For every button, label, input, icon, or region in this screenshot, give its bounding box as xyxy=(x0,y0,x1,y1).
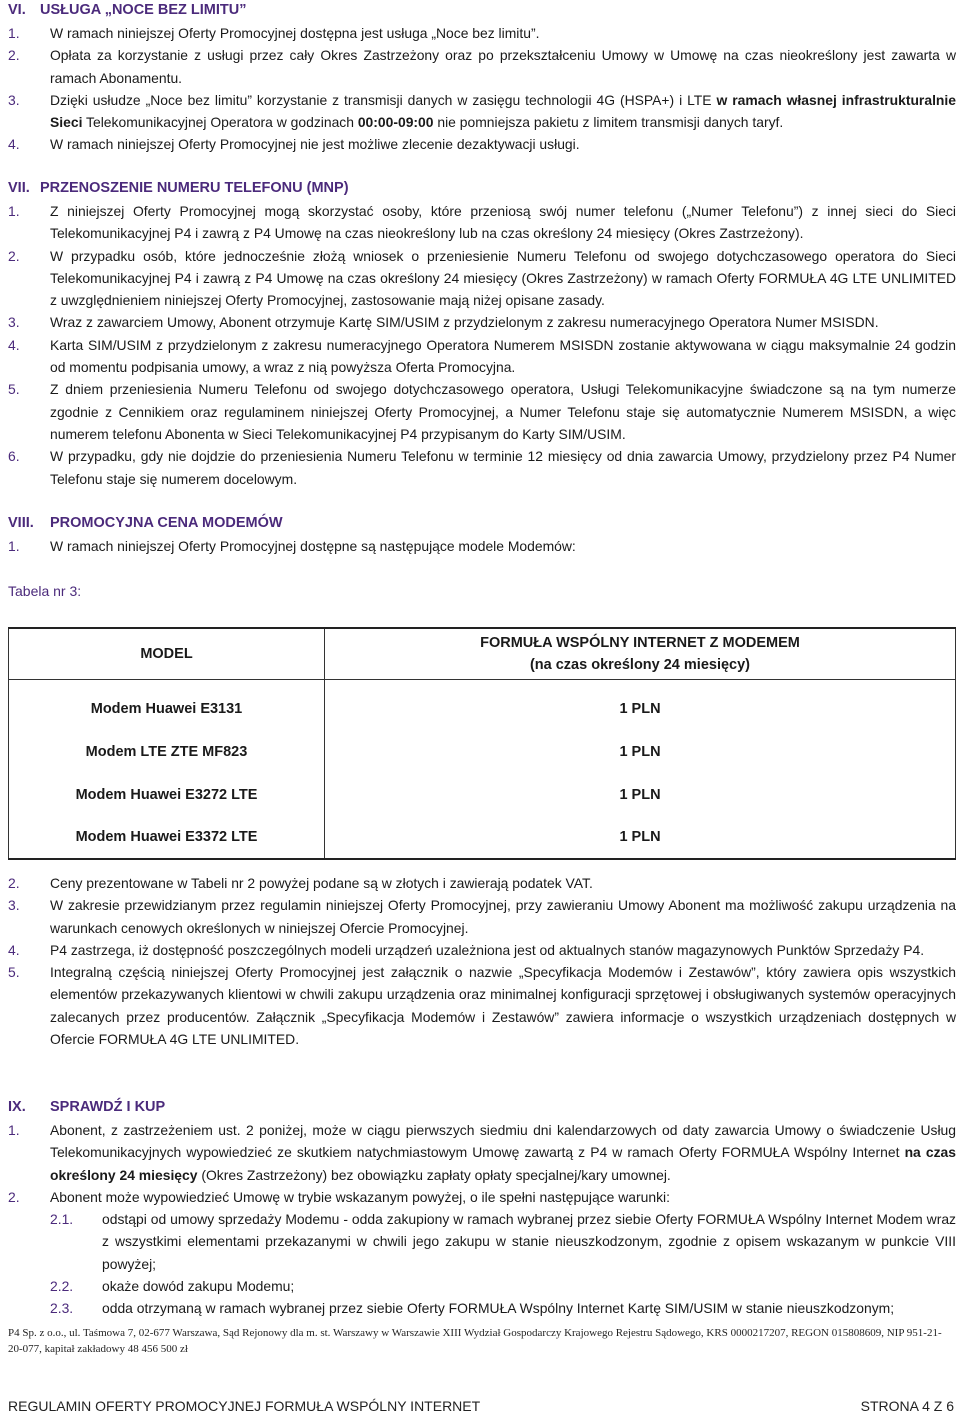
price-cell: 1 PLN xyxy=(325,773,956,816)
section-title: SPRAWDŹ I KUP xyxy=(50,1099,166,1115)
section-ix xyxy=(0,1097,960,1320)
section-viii-continued xyxy=(0,872,960,1050)
section-title: USŁUGA „NOCE BEZ LIMITU” xyxy=(40,2,247,18)
table-row xyxy=(9,816,956,859)
section-number: IX. xyxy=(8,1099,26,1115)
list-item: 3. W zakresie przewidzianym przez regulamin niniejszej Oferty Promocyjnej, przy zawieraniu Umowy Abonent ma możliwość zakupu urządzenia na warunkach cenowych określonych w niniejszej Ofercie Promocyjnej. xyxy=(8,897,956,936)
table-row xyxy=(9,687,956,730)
section-vii xyxy=(0,178,960,490)
list-item: 2. Abonent może wypowiedzieć Umowę w trybie wskazanym powyżej, o ile spełni następujące warunki: xyxy=(8,1188,670,1205)
section-heading xyxy=(0,0,960,20)
section-heading xyxy=(0,178,960,198)
document-title: REGULAMIN OFERTY PROMOCYJNEJ FORMUŁA WSPÓLNY INTERNET xyxy=(8,1398,481,1414)
model-cell: Modem Huawei E3372 LTE xyxy=(9,816,325,859)
section-title: PRZENOSZENIE NUMERU TELEFONU (MNP) xyxy=(40,180,349,196)
sub-list-item: 2.3. odda otrzymaną w ramach wybranej przez siebie Oferty FORMUŁA Wspólny Internet Kartę SIM/USIM w stanie nieuszkodzonym; xyxy=(50,1300,895,1317)
price-cell: 1 PLN xyxy=(325,687,956,730)
list-item: 4. W ramach niniejszej Oferty Promocyjnej nie jest możliwe zlecenie dezaktywacji usługi. xyxy=(8,136,580,153)
list-item: 4. Karta SIM/USIM z przydzielonym z zakresu numeracyjnego Operatora Numerem MSISDN zostanie aktywowana w ciągu maksymalnie 24 godzin od momentu podpisania umowy, a wraz z nią powyższa Oferta Promocyjna. xyxy=(8,336,956,376)
price-cell: 1 PLN xyxy=(325,816,956,859)
table-caption: Tabela nr 3: xyxy=(8,583,82,599)
list-item: 1. W ramach niniejszej Oferty Promocyjnej dostępna jest usługa „Noce bez limitu”. xyxy=(8,25,540,41)
table-row xyxy=(9,773,956,816)
model-cell: Modem Huawei E3131 xyxy=(9,687,325,730)
section-vi xyxy=(0,0,960,156)
page-footer xyxy=(8,1398,954,1414)
list-item: 1. W ramach niniejszej Oferty Promocyjnej dostępne są następujące modele Modemów: xyxy=(8,538,576,554)
section-title: PROMOCYJNA CENA MODEMÓW xyxy=(50,515,283,531)
price-cell: 1 PLN xyxy=(325,730,956,773)
list-item: 5. Z dniem przeniesienia Numeru Telefonu od swojego dotychczasowego operatora, Usługi Telekomunikacyjne świadczone są na tym numerze zgodnie z Cennikiem oraz regulaminem niniejszej Oferty Promocyjnej, a Numer Telefonu staje się automatycznie Numerem MSISDN, a więc numerem telefonu Abonenta w Sieci Telekomunikacyjnej P4 przypisanym do Karty SIM/USIM. xyxy=(8,381,956,442)
column-header-model: MODEL xyxy=(9,628,325,679)
section-viii xyxy=(0,513,960,557)
section-heading xyxy=(0,1097,960,1117)
page-number: STRONA 4 Z 6 xyxy=(860,1398,954,1414)
list-item: 3. Dzięki usłudze „Noce bez limitu” korzystanie z transmisji danych w zasięgu technologii 4G (HSPA+) i LTE w ramach własnej infrastrukturalnie Sieci Telekomunikacyjnej Operatora w godzinach 00:00-09:00 nie pomniejsza pakietu z limitem transmisji danych taryf. xyxy=(8,91,956,131)
column-header-price: FORMUŁA WSPÓLNY INTERNET Z MODEMEM (na czas określony 24 miesięcy) xyxy=(325,628,956,679)
section-number: VII. xyxy=(8,180,30,196)
list-item: 2. Ceny prezentowane w Tabeli nr 2 powyżej podane są w złotych i zawierają podatek VAT. xyxy=(8,875,593,891)
section-number: VIII. xyxy=(8,515,34,531)
sub-list-item: 2.2. okaże dowód zakupu Modemu; xyxy=(50,1278,295,1295)
section-number: VI. xyxy=(8,2,26,18)
table-row xyxy=(9,730,956,773)
list-item: 2. Opłata za korzystanie z usługi przez cały Okres Zastrzeżony oraz po przekształceniu Umowy w Umowę na czas nieokreślony jest zawarta w ramach Abonamentu. xyxy=(8,47,956,86)
list-item: 6. W przypadku, gdy nie dojdzie do przeniesienia Numeru Telefonu w terminie 12 miesięcy od dnia zawarcia Umowy, przydzielony przez P4 Numer Telefonu staje się numerem docelowym. xyxy=(8,448,956,487)
list-item: 3. Wraz z zawarciem Umowy, Abonent otrzymuje Kartę SIM/USIM z przydzielonym z zakresu numeracyjnego Operatora Numer MSISDN. xyxy=(8,314,879,331)
model-cell: Modem LTE ZTE MF823 xyxy=(9,730,325,773)
list-item: 4. P4 zastrzega, iż dostępność poszczególnych modeli urządzeń uzależniona jest od aktualnych stanów magazynowych Punktów Sprzedaży P4. xyxy=(8,941,925,958)
list-item: 5. Integralną częścią niniejszej Oferty Promocyjnej jest załącznik o nazwie „Specyfikacja Modemów i Zestawów”, który zawiera opis wszystkich elementów przekazywanych klientowi w chwili zakupu urządzenia oraz minimalnej konfiguracji sprzętowej i obsługiwanych systemów operacyjnych zalecanych przez producentów. Załącznik „Specyfikacja Modemów i Zestawów” zawiera informacje o wszystkich urządzeniach dostępnych w Ofercie FORMUŁA 4G LTE UNLIMITED. xyxy=(8,964,956,1048)
table-header-row xyxy=(9,628,956,679)
list-item: 2. W przypadku osób, które jednocześnie złożą wniosek o przeniesienie Numeru Telefonu od swojego dotychczasowego operatora do Sieci Telekomunikacyjnej P4 i zawrą z P4 Umowę na czas określony 24 miesięcy (Okres Zastrzeżony) w ramach Oferty FORMUŁA 4G LTE UNLIMITED z uwzględnieniem niniejszej Oferty Promocyjnej, zastosowanie mają niżej opisane zasady. xyxy=(8,247,956,309)
list-item: 1. Abonent, z zastrzeżeniem ust. 2 poniżej, może w ciągu pierwszych siedmiu dni kalendarzowych od daty zawarcia Umowy o świadczenie Usług Telekomunikacyjnych wypowiedzieć ze skutkiem natychmiastowym Umowę zawartą z P4 w ramach Oferty FORMUŁA Wspólny Internet na czas określony 24 miesięcy (Okres Zastrzeżony) bez obowiązku zapłaty opłaty specjalnej/kary umownej. xyxy=(8,1122,956,1183)
list-item: 1. Z niniejszej Oferty Promocyjnej mogą skorzystać osoby, które przeniosą swój numer telefonu („Numer Telefonu”) z innej sieci do Sieci Telekomunikacyjnej P4 i zawrą z P4 Umowę na czas nieokreślony lub na czas określony 24 miesięcy (Okres Zastrzeżony). xyxy=(8,203,956,242)
section-heading xyxy=(0,513,960,533)
modem-price-table xyxy=(8,627,956,860)
company-registry-info: P4 Sp. z o.o., ul. Taśmowa 7, 02-677 Warszawa, Sąd Rejonowy dla m. st. Warszawy w Warszawie XIII Wydział Gospodarczy Krajowego Rejestru Sądowego, KRS 0000217207, REGON 015808609, NIP 951-21-20-077, kapitał zakładowy 48 456 500 zł xyxy=(8,1327,942,1355)
model-cell: Modem Huawei E3272 LTE xyxy=(9,773,325,816)
sub-list-item: 2.1. odstąpi od umowy sprzedaży Modemu - odda zakupiony w ramach wybranej przez siebie Oferty FORMUŁA Wspólny Internet Modem wraz z wszystkimi elementami przekazanymi w chwili jego zakupu w stanie nieuszkodzonym, zgodnie z opisem wskazanym w punkcie VIII powyżej; xyxy=(50,1211,956,1272)
